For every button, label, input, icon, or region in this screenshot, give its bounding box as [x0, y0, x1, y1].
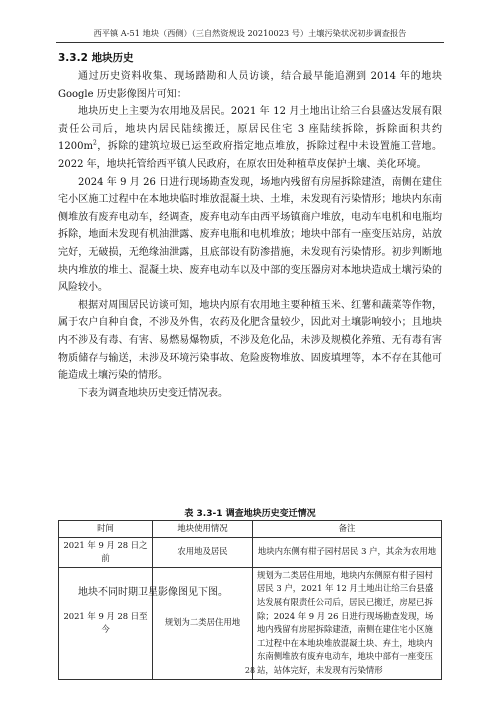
page-header: 西平镇 A-51 地块（西侧）（三自然资规设 20210023 号）土壤污染状况初步调查报告	[56, 28, 444, 43]
page-number: 28	[244, 666, 256, 675]
header-notes: 备注	[253, 521, 442, 538]
cell-time: 2021 年 9 月 28 日至今	[59, 567, 153, 679]
section-number: 3.3.2	[58, 52, 88, 64]
section-heading	[58, 50, 134, 65]
body-text	[58, 68, 442, 402]
cell-notes: 地块内东侧有柑子园村居民 3 户，其余为农用地	[253, 537, 442, 567]
paragraph-interview: 根据对周围居民访谈可知，地块内原有农用地主要种植玉米、红薯和蔬菜等作物，属于农户自种自食，不涉及外售，农药及化肥含量较少，因此对土壤影响较小；且地块内不涉及有毒、有害、易燃易爆物质，不涉及危化品，未涉及规模化养殖、无有毒有害物质储存与输送，未涉及环境污染事故、危险废物堆放、固废填埋等，本不存在其他可能造成土壤污染的情形。	[58, 299, 442, 382]
paragraph-site-survey: 2024 年 9 月 26 日进行现场勘查发现，场地内残留有房屋拆除建渣，南侧在建住宅小区施工过程中在本地块临时堆放混凝土块、土堆，未发现有污染情形；地块内东南侧堆放有废弃电动车，经调查，废弃电动车由西平场镇商户堆放，电动车电机和电瓶均拆除，地面未发现有机油泄露、废弃电瓶和电机堆放；地块中部有一座变压站房，站放完好，无破损，无绝缘油泄露，且底部设有防渗措施，未发现有污染情形。初步判断地块内堆放的堆土、混凝土块、废弃电动车以及中部的变压器房对本地块造成土壤污染的风险较小。	[58, 176, 442, 294]
table-row	[59, 537, 442, 567]
table-title: 表 3.3-1 调查地块历史变迁情况	[184, 509, 316, 519]
cell-use: 农用地及居民	[153, 537, 253, 567]
header-use: 地块使用情况	[153, 521, 253, 538]
paragraph-table-intro: 下表为调查地块历史变迁情况表。	[78, 387, 228, 399]
cell-time: 2021 年 9 月 28 日之前	[59, 537, 153, 567]
paragraph-intro: 通过历史资料收集、现场踏勘和人员访谈，结合最早能追溯到 2014 年的地块 Google 历史影像图片可知：	[58, 71, 442, 100]
table-header-row	[59, 521, 442, 538]
after-table-text	[58, 584, 442, 601]
cell-notes: 规划为二类居住用地，地块内东侧原有柑子园村居民 3 户，2021 年 12 月土地出让给三台县盛达发展有限责任公司后，居民已搬迁，房屋已拆除；2024 年 9 月 26 日进行现场勘查发现，场地内残留有房屋拆除建渣，南侧在建住宅小区施工过程中在本地块堆放混凝土块、弃土，地块内东南侧堆放有废弃电动车，地块中部有一座变压站，站体完好，未发现有污染情形	[253, 567, 442, 679]
area-unit-superscript: 2	[92, 140, 97, 148]
paragraph-history: 地块历史上主要为农用地及居民。2021 年 12 月土地出让给三台县盛达发展有限责任公司后，地块内居民陆续搬迁，原居民住宅 3 座陆续拆除，拆除面积共约 $1200m^2$，拆除的建筑垃圾已运至政府指定地点堆放，拆除过程中未设置施工营地。2022 年，地块托管给西平镇人民政府，在原农田处种植草皮保护土壤、美化环境。	[58, 106, 442, 170]
header-time: 时间	[59, 521, 153, 538]
section-title: 地块历史	[91, 52, 134, 64]
paragraph-satellite-images: 地块不同时期卫星影像图见下图。	[78, 587, 228, 598]
cell-use: 规划为二类居住用地	[153, 567, 253, 679]
